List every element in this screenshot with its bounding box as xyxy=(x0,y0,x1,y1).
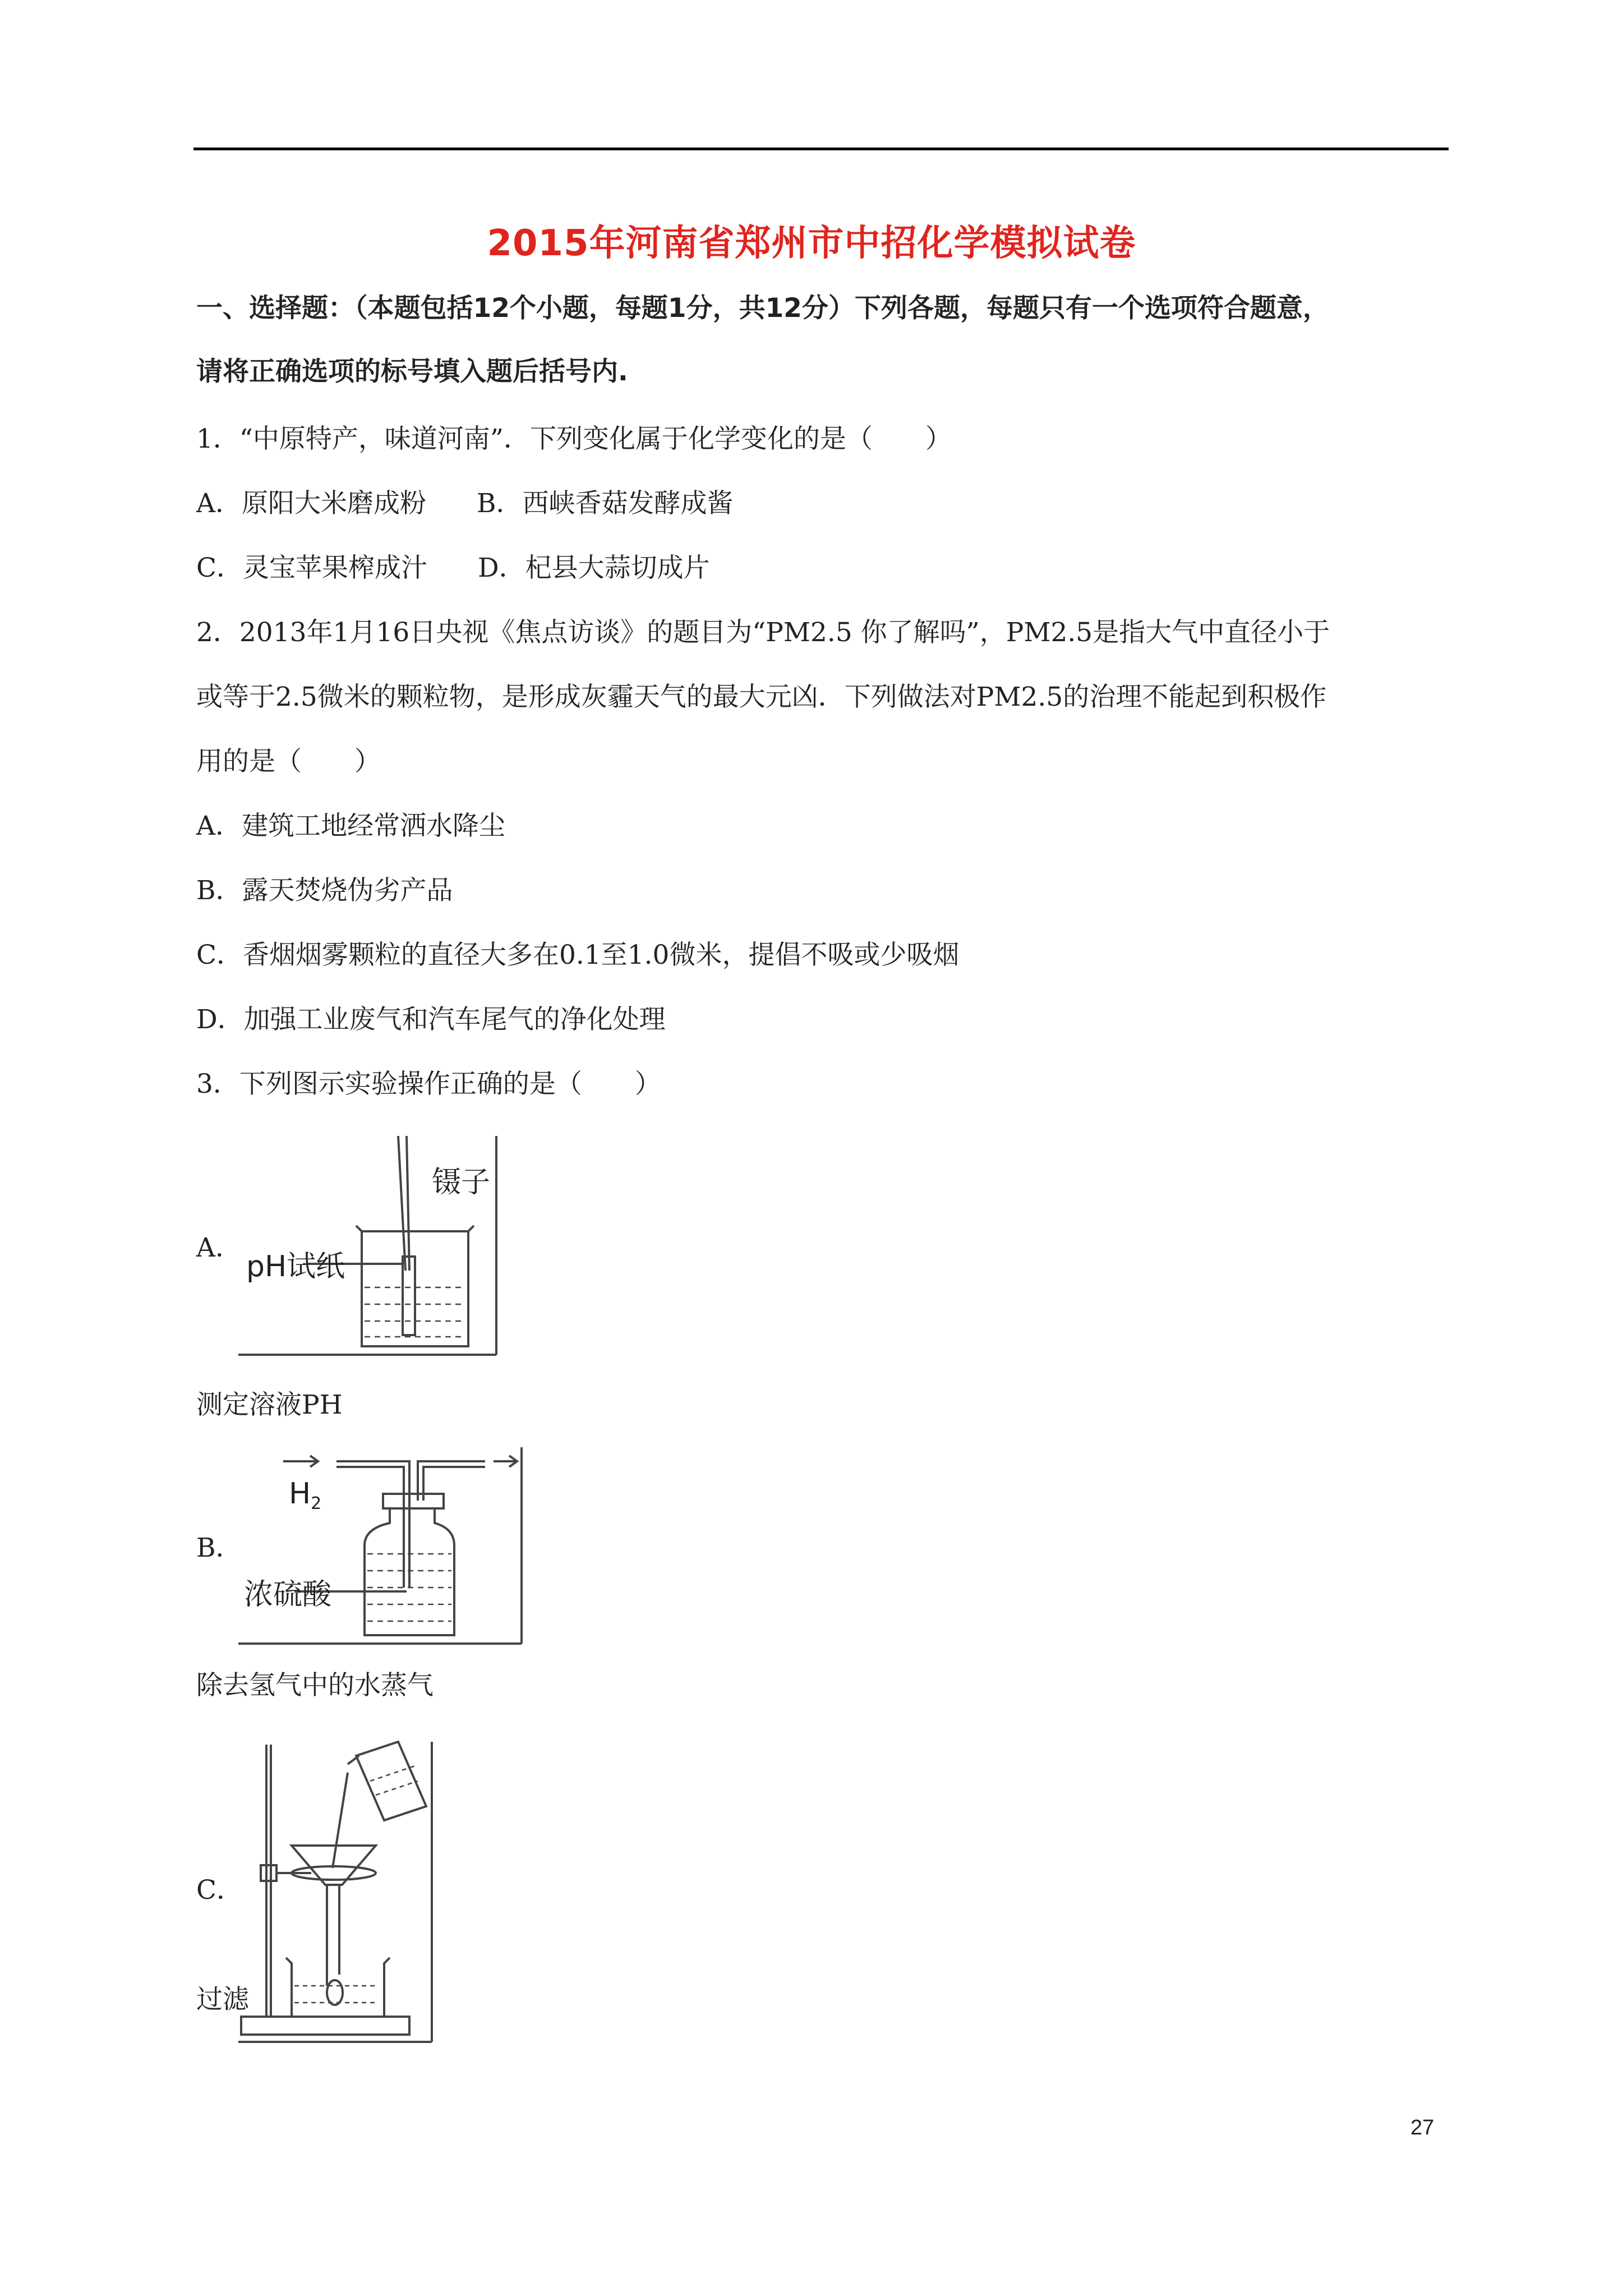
q2-option-c: C．香烟烟雾颗粒的直径大多在0.1至1.0微米，提倡不吸或少吸烟 xyxy=(196,940,960,970)
q1-option-b: B．西峡香菇发酵成酱 xyxy=(476,488,734,519)
section-heading-2: 请将正确选项的标号填入题后括号内. xyxy=(196,356,628,387)
q3-option-c-caption: 过滤 xyxy=(196,1984,249,2015)
ph-test-diagram xyxy=(238,1136,502,1358)
q3-option-c-letter: C． xyxy=(196,1875,243,1906)
q2-option-d: D．加强工业废气和汽车尾气的净化处理 xyxy=(196,1004,666,1035)
q3-stem: 3．下列图示实验操作正确的是（ ） xyxy=(196,1069,661,1099)
q3-option-a-letter: A． xyxy=(196,1232,242,1263)
hydrogen-label: H2 xyxy=(289,1477,322,1513)
q3-option-b-letter: B． xyxy=(196,1533,242,1563)
tweezers-label: 镊子 xyxy=(432,1166,491,1199)
gas-drying-diagram xyxy=(238,1444,527,1646)
filtration-diagram xyxy=(238,1739,437,2045)
page-number: 27 xyxy=(1410,2116,1435,2139)
section-heading-1: 一、选择题：（本题包括12个小题，每题1分，共12分）下列各题，每题只有一个选项符合题意， xyxy=(196,293,1330,324)
q2-option-b: B．露天焚烧伪劣产品 xyxy=(196,875,453,906)
ph-paper-label: pH试纸 xyxy=(246,1250,345,1283)
q3-option-a-caption: 测定溶液PH xyxy=(196,1389,343,1420)
q1-stem: 1．“中原特产，味道河南”．下列变化属于化学变化的是（ ） xyxy=(196,424,952,454)
q1-options-cd xyxy=(196,551,710,585)
sulfuric-acid-label: 浓硫酸 xyxy=(244,1578,332,1612)
q1-option-c: C．灵宝苹果榨成汁 xyxy=(196,553,427,583)
q2-option-a: A．建筑工地经常洒水降尘 xyxy=(196,811,505,841)
q1-option-d: D．杞县大蒜切成片 xyxy=(477,553,710,583)
q2-stem-2: 或等于2.5微米的颗粒物，是形成灰霾天气的最大元凶．下列做法对PM2.5的治理不能起到积极作 xyxy=(196,682,1327,712)
q2-stem-1: 2．2013年1月16日央视《焦点访谈》的题目为“PM2.5 你了解吗”，PM2.5是指大气中直径小于 xyxy=(196,617,1330,648)
page-title: 2015年河南省郑州市中招化学模拟试卷 xyxy=(487,223,1136,264)
header-rule xyxy=(193,148,1449,150)
q1-option-a: A．原阳大米磨成粉 xyxy=(196,488,426,519)
q2-stem-3: 用的是（ ） xyxy=(196,746,381,777)
q1-options-ab xyxy=(196,487,734,521)
q3-option-b-caption: 除去氢气中的水蒸气 xyxy=(196,1670,434,1701)
